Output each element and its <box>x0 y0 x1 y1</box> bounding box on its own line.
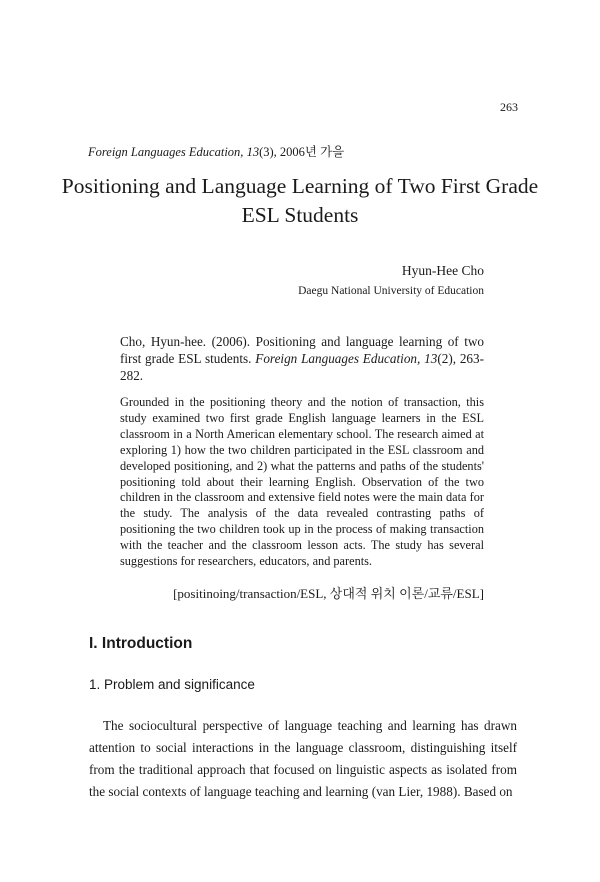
citation-suffix: (2), 263-282. <box>120 351 484 383</box>
citation-volume: 13 <box>424 351 438 366</box>
keywords: [positinoing/transaction/ESL, 상대적 위치 이론/교류/ESL] <box>173 586 484 601</box>
page-number: 263 <box>500 100 518 114</box>
abstract: Grounded in the positioning theory and the notion of transaction, this study examined two first grade English language learners in the ESL classroom in a North American elementary school. The research aimed at exploring 1) how the two children participated in the ESL classroom and developed positioning, and 2) what the patterns and paths of the students' positioning told about their learning English. Observation of the two children in the classroom and extensive field notes were the main data for the study. The analysis of the data revealed contrasting paths of positioning the two children took up in the process of making transaction with the teacher and the classroom lesson acts. The study has several suggestions for researchers, educators, and parents. <box>120 395 484 569</box>
running-head-journal: Foreign Languages Education, <box>88 145 244 159</box>
paper-title: Positioning and Language Learning of Two First Grade ESL Students <box>61 174 539 227</box>
author-affiliation: Daegu National University of Education <box>298 285 484 297</box>
body-paragraph <box>89 715 517 803</box>
author-name: Hyun-Hee Cho <box>401 263 484 278</box>
body-paragraph-text: The sociocultural perspective of language teaching and learning has drawn attention to social interactions in the language classroom, distinguishing itself from the traditional approach that focused on linguistic aspects as isolated from the social contexts of language teaching and learning (van Lier, 1988). Based on <box>89 718 517 799</box>
running-head-issue: (3), 2006년 가을 <box>259 145 345 159</box>
citation-journal: Foreign Languages Education, <box>255 351 421 366</box>
running-head-volume: 13 <box>246 145 260 159</box>
running-head <box>88 142 344 160</box>
citation-prefix: Cho, Hyun-hee. (2006). Positioning and language learning of two first grade ESL students. <box>120 334 484 366</box>
subsection-heading: 1. Problem and significance <box>89 677 255 692</box>
section-heading: I. Introduction <box>89 635 193 652</box>
citation <box>120 333 484 384</box>
author-block <box>298 261 484 301</box>
